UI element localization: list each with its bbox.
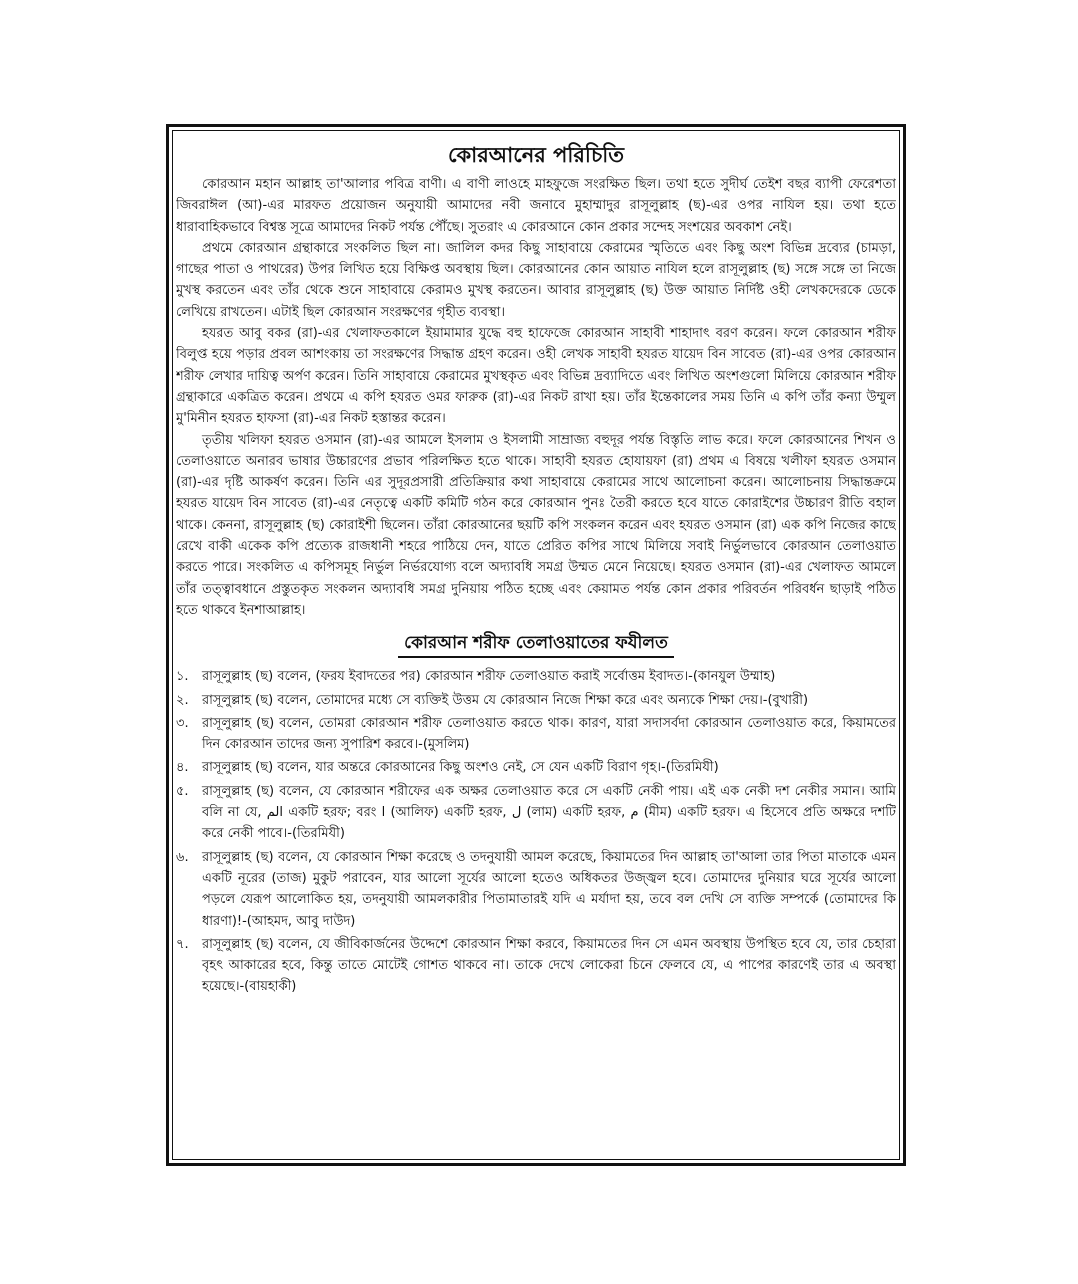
list-item-text: রাসূলুল্লাহ (ছ) বলেন, যার অন্তরে কোরআনের কিছু অংশও নেই, সে যেন একটি বিরাণ গৃহ।-(তিরমিযী) <box>202 760 719 776</box>
list-item <box>176 666 896 687</box>
document-body <box>176 138 896 1156</box>
list-item-text: রাসূলুল্লাহ (ছ) বলেন, (ফরয ইবাদতের পর) কোরআন শরীফ তেলাওয়াত করাই সর্বোত্তম ইবাদত।-(কানযুল উম্মাহ) <box>202 669 776 685</box>
list-item-text: রাসূলুল্লাহ (ছ) বলেন, তোমাদের মধ্যে সে ব্যক্তিই উত্তম যে কোরআন নিজে শিক্ষা করে এবং অন্যকে শিক্ষা দেয়।-(বুখারী) <box>202 692 809 708</box>
paragraph-intro: কোরআন মহান আল্লাহ তা'আলার পবিত্র বাণী। এ বাণী লাওহে মাহফুজে সংরক্ষিত ছিল। তথা হতে সুদীর্ঘ তেইশ বছর ব্যাপী ফেরেশতা জিবরাঈল (আ)-এর মারফত প্রয়োজন অনুযায়ী আমাদের নবী জনাবে মুহাম্মাদুর রাসূলুল্লাহ (ছ)-এর ওপর নাযিল হয়। তথা হতে ধারাবাহিকভাবে বিশ্বস্ত সূত্রে আমাদের নিকট পর্যন্ত পৌঁছে। সুতরাং এ কোরআনে কোন প্রকার সন্দেহ সংশয়ের অবকাশ নেই। <box>176 177 896 235</box>
list-item <box>176 934 896 998</box>
list-item <box>176 781 896 845</box>
section-heading-virtues: কোরআন শরীফ তেলাওয়াতের ফযীলত <box>398 631 674 658</box>
list-item-number: ১. <box>176 669 189 685</box>
list-item-number: ৩. <box>176 715 189 731</box>
list-item-text: রাসূলুল্লাহ (ছ) বলেন, যে কোরআন শিক্ষা করেছে ও তদনুযায়ী আমল করেছে, কিয়ামতের দিন আল্লাহ তা'আলা তার পিতা মাতাকে এমন একটি নূরের (তাজ) মুকুট পরাবেন, যার আলো সূর্যের আলো হতেও অধিকতর উজ্জ্বল হবে। তোমাদের দুনিয়ার ঘরে সূর্যের আলো পড়লে যেরূপ আলোকিত হয়, তদনুযায়ী আমলকারীর পিতামাতারই যদি এ মর্যাদা হয়, তবে বল দেখি সে ব্যক্তি সম্পর্কে (তোমাদের কি ধারণা)!-(আহমদ, আবু দাউদ) <box>202 849 896 929</box>
list-item-number: ২. <box>176 692 189 708</box>
list-item <box>176 847 896 932</box>
list-item-number: ৬. <box>176 849 189 865</box>
list-item-text: রাসূলুল্লাহ (ছ) বলেন, যে জীবিকার্জনের উদ্দেশে কোরআন শিক্ষা করবে, কিয়ামতের দিন সে এমন অবস্থায় উপস্থিত হবে যে, তার চেহারা বৃহৎ আকারের হবে, কিন্তু তাতে মোটেই গোশত থাকবে না। তাকে দেখে লোকেরা চিনে ফেলবে যে, এ পাপের কারণেই তার এ অবস্থা হয়েছে।-(বায়হাকী) <box>202 936 896 995</box>
list-item-number: ৫. <box>176 783 189 799</box>
list-item <box>176 757 896 778</box>
list-item-text: রাসূলুল্লাহ (ছ) বলেন, যে কোরআন শরীফের এক অক্ষর তেলাওয়াত করে সে একটি নেকী পায়। এই এক নেকী দশ নেকীর সমান। আমি বলি না যে, الم একটি হরফ; বরং ا (আলিফ) একটি হরফ, ل (লাম) একটি হরফ, م (মীম) একটি হরফ। এ হিসেবে প্রতি অক্ষরে দশটি করে নেকী পাবে।-(তিরমিযী) <box>202 783 896 842</box>
paragraph-abu-bakr: হযরত আবু বকর (রা)-এর খেলাফতকালে ইয়ামামার যুদ্ধে বহু হাফেজে কোরআন সাহাবী শাহাদাৎ বরণ করেন। ফলে কোরআন শরীফ বিলুপ্ত হয়ে পড়ার প্রবল আশংকায় তা সংরক্ষণের সিদ্ধান্ত গ্রহণ করেন। ওহী লেখক সাহাবী হযরত যায়েদ বিন সাবেত (রা)-এর ওপর কোরআন শরীফ লেখার দায়িত্ব অর্পণ করেন। তিনি সাহাবায়ে কেরামের মুখস্থকৃত এবং বিভিন্ন দ্রব্যাদিতে এবং লিখিত অংশগুলো মিলিয়ে কোরআন শরীফ গ্রন্থাকারে একত্রিত করেন। প্রথমে এ কপি হযরত ওমর ফারুক (রা)-এর নিকট রাখা হয়। তাঁর ইন্তেকালের সময় তিনি এ কপি তাঁর কন্যা উম্মুল মু'মিনীন হযরত হাফসা (রা)-এর নিকট হস্তান্তর করেন। <box>176 326 896 427</box>
list-item <box>176 713 896 756</box>
list-item-number: ৪. <box>176 760 189 776</box>
paragraph-uthman: তৃতীয় খলিফা হযরত ওসমান (রা)-এর আমলে ইসলাম ও ইসলামী সাম্রাজ্য বহুদূর পর্যন্ত বিস্তৃতি লাভ করে। ফলে কোরআনের শিখন ও তেলাওয়াতে অনারব ভাষার উচ্চারণের প্রভাব পরিলক্ষিত হতে থাকে। সাহাবী হযরত হোযায়ফা (রা) প্রথম এ বিষয়ে খলীফা হযরত ওসমান (রা)-এর দৃষ্টি আকর্ষণ করেন। তিনি এর সুদূরপ্রসারী প্রতিক্রিয়ার কথা সাহাবায়ে কেরামের সাথে আলোচনা করেন। আলোচনায় সিদ্ধান্তক্রমে হযরত যায়েদ বিন সাবেত (রা)-এর নেতৃত্বে একটি কমিটি গঠন করে কোরআন পুনঃ তৈরী করতে হবে যাতে কোরাইশের উচ্চারণ রীতি বহাল থাকে। কেননা, রাসূলুল্লাহ (ছ) কোরাইশী ছিলেন। তাঁরা কোরআনের ছয়টি কপি সংকলন করেন এবং হযরত ওসমান (রা) এক কপি নিজের কাছে রেখে বাকী একেক কপি প্রত্যেক রাজধানী শহরে পাঠিয়ে দেন, যাতে প্রেরিত কপির সাথে মিলিয়ে সবাই নির্ভুলভাবে কোরআন তেলাওয়াত করতে পারে। সংকলিত এ কপিসমূহ নির্ভুল নির্ভরযোগ্য বলে অদ্যাবধি সমগ্র উম্মত মেনে নিয়েছে। হযরত ওসমান (রা)-এর খেলাফত আমলে তাঁর তত্ত্বাবধানে প্রস্তুতকৃত সংকলন অদ্যাবধি সমগ্র দুনিয়ায় পঠিত হচ্ছে এবং কেয়ামত পর্যন্ত কোন প্রকার পরিবর্তন পরিবর্ধন ছাড়াই পঠিত হতে থাকবে ইনশাআল্লাহ। <box>176 432 896 618</box>
list-item-number: ৭. <box>176 936 189 952</box>
hadith-list <box>176 666 896 997</box>
list-item-text: রাসূলুল্লাহ (ছ) বলেন, তোমরা কোরআন শরীফ তেলাওয়াত করতে থাক। কারণ, যারা সদাসর্বদা কোরআন তেলাওয়াত করে, কিয়ামতের দিন কোরআন তাদের জন্য সুপারিশ করবে।-(মুসলিম) <box>202 715 896 753</box>
paragraph-compilation: প্রথমে কোরআন গ্রন্থাকারে সংকলিত ছিল না। জালিল কদর কিছু সাহাবায়ে কেরামের স্মৃতিতে এবং কিছু অংশ বিভিন্ন দ্রব্যের (চামড়া, গাছের পাতা ও পাথরের) উপর লিখিত হয়ে বিক্ষিপ্ত অবস্থায় ছিল। কোরআনের কোন আয়াত নাযিল হলে রাসূলুল্লাহ (ছ) সঙ্গে সঙ্গে তা নিজে মুখস্থ করতেন এবং তাঁর থেকে শুনে সাহাবায়ে কেরামও মুখস্থ করতেন। আবার রাসূলুল্লাহ (ছ) উক্ত আয়াত নির্দিষ্ট ওহী লেখকদেরকে ডেকে লেখিয়ে রাখতেন। এটাই ছিল কোরআন সংরক্ষণের গৃহীত ব্যবস্থা। <box>176 240 896 320</box>
list-item <box>176 690 896 711</box>
page-title: কোরআনের পরিচিতি <box>447 142 625 167</box>
